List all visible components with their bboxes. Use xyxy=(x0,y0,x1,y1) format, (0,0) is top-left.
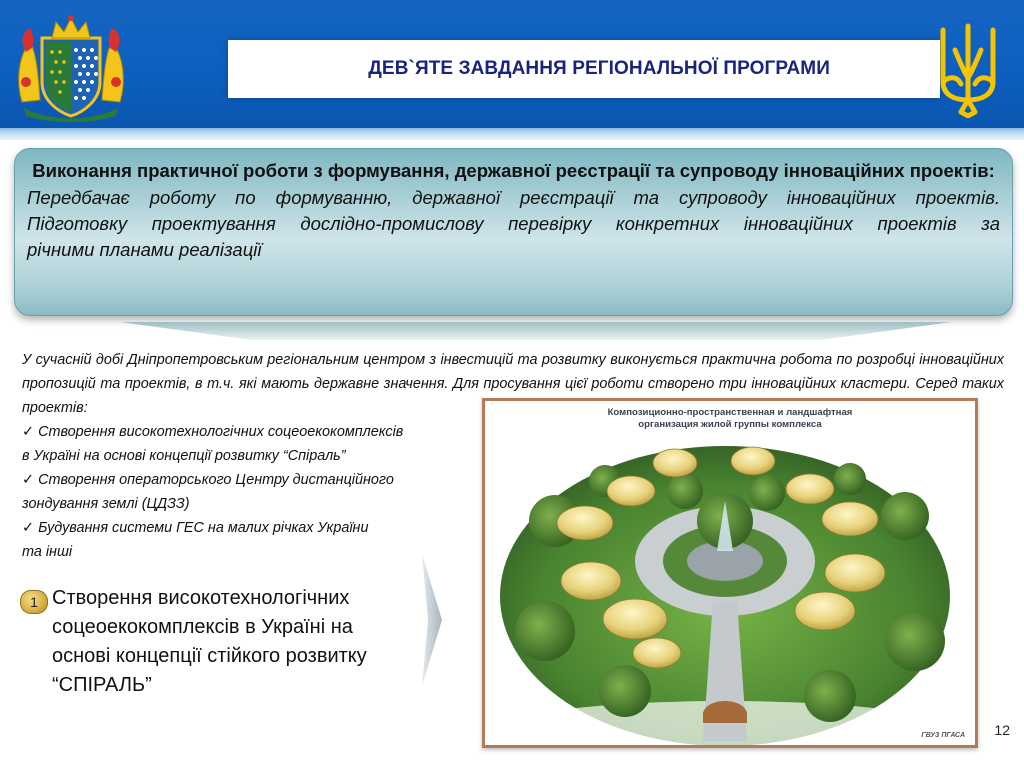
list-item-continuation: в Україні на основі концепції розвитку “Спіраль” xyxy=(22,448,346,464)
number-badge: 1 xyxy=(20,590,48,614)
info-body-line: Передбачає роботу по формуванню, державної реєстрації та супроводу інноваційних проектів. xyxy=(27,187,1000,208)
dnipropetrovsk-coat-of-arms-icon xyxy=(12,12,130,122)
check-icon: ✓ xyxy=(22,520,35,536)
page-title: ДЕВ`ЯТЕ ЗАВДАННЯ РЕГІОНАЛЬНОЇ ПРОГРАМИ xyxy=(368,58,830,79)
info-body-line: річними планами реалізації xyxy=(27,239,262,260)
image-watermark: ГВУЗ ПГАСА xyxy=(921,732,965,739)
info-heading: Виконання практичної роботи з формування, державної реєстрації та супроводу інноваційних проектів: xyxy=(32,160,995,181)
complex-rendering-image xyxy=(482,398,978,748)
landscape-illustration xyxy=(485,401,975,745)
info-box-shadow-wedge xyxy=(120,322,952,340)
info-body-line: Підготовку проектування дослідно-промислову перевірку конкретних інноваційних проектів за xyxy=(27,213,1000,234)
project-list xyxy=(22,420,472,564)
list-item: ✓ Створення операторського Центру дистанційного xyxy=(22,472,394,488)
intro-text-flow: У сучасній добі Дніпропетровським регіональним центром з інвестицій та розвитку виконується практична робота по розробці інноваційних пропозицій та проектів, в т.ч. які мають державне значення. Для просування цієї роботи створено три інноваційних кластери. Серед таких проектів: xyxy=(22,352,1004,416)
info-box xyxy=(14,148,1013,316)
list-item: ✓ Створення високотехнологічних соцеоекокомплексів xyxy=(22,424,404,440)
image-caption: Композиционно-пространственная и ландшафтная организация жилой группы комплекса xyxy=(607,407,853,430)
page-number: 12 xyxy=(994,722,1010,738)
numbered-item-text: Створення високотехнологічних соцеоекокомплексів в Україні на основі концепції стійкого розвитку “СПІРАЛЬ” xyxy=(52,587,367,696)
list-item-continuation: та інші xyxy=(22,544,73,560)
info-body xyxy=(27,185,1000,263)
list-item-continuation: зондування землі (ЦДЗЗ) xyxy=(22,496,190,512)
tryzub-icon xyxy=(935,20,1001,118)
header-bar xyxy=(0,0,1024,128)
chevron-right-icon xyxy=(420,554,444,686)
header-title-box xyxy=(228,40,940,98)
check-icon: ✓ xyxy=(22,424,35,440)
header-stripe xyxy=(0,128,1024,140)
list-item: ✓ Будування системи ГЕС на малих річках України xyxy=(22,520,369,536)
check-icon: ✓ xyxy=(22,472,35,488)
